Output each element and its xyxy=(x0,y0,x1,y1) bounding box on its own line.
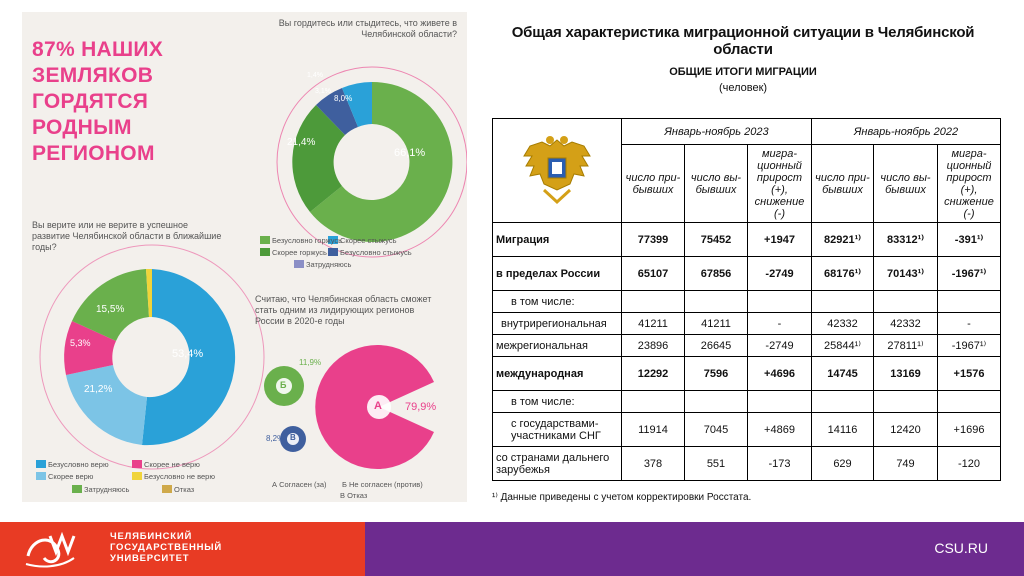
table-cell: +1696 xyxy=(938,413,1001,447)
row-label: с государствами-участниками СНГ xyxy=(493,413,622,447)
table-cell: -173 xyxy=(748,447,812,481)
table-cell xyxy=(748,391,812,413)
table-cell xyxy=(748,291,812,313)
table-cell: +4696 xyxy=(748,357,812,391)
table-cell: 7045 xyxy=(685,413,748,447)
table-cell: 749 xyxy=(874,447,938,481)
table-cell: 11914 xyxy=(622,413,685,447)
q1-legend-2: Скорее стыжусь xyxy=(340,236,397,245)
q1-value-rather-proud: 21,4% xyxy=(287,137,316,148)
q3-letter-b: Б xyxy=(280,380,287,390)
table-cell: 67856 xyxy=(685,257,748,291)
table-cell: 68176¹⁾ xyxy=(812,257,874,291)
q2-value-rather-not: 21,2% xyxy=(84,384,113,395)
row-label: в пределах России xyxy=(493,257,622,291)
row-label: в том числе: xyxy=(493,291,622,313)
question-leader: Считаю, что Челябинская область сможет стать одним из лидирующих регионов России в 2020-е годы xyxy=(255,294,432,326)
q3-legend-3: В Отказ xyxy=(340,491,368,500)
table-cell: 551 xyxy=(685,447,748,481)
table-subtitle: ОБЩИЕ ИТОГИ МИГРАЦИИ xyxy=(669,66,817,78)
q2-value-rather-believe: 15,5% xyxy=(96,304,125,315)
headline-line-1: 87% НАШИХ xyxy=(32,38,164,61)
table-row xyxy=(493,291,1001,313)
table-cell: 83312¹⁾ xyxy=(874,223,938,257)
q1-value-3: 3,1% xyxy=(315,88,331,95)
table-cell: 25844¹⁾ xyxy=(812,335,874,357)
table-row xyxy=(493,257,1001,291)
university-logo-icon xyxy=(22,528,82,572)
col-head-growth-2022: мигра-ционный прирост (+), снижение (-) xyxy=(938,145,1001,223)
rosstat-emblem-icon xyxy=(518,132,596,206)
table-row xyxy=(493,413,1001,447)
col-head-left-2023: число вы-бывших xyxy=(685,145,748,223)
table-row xyxy=(493,447,1001,481)
table-body xyxy=(493,223,1001,481)
table-cell xyxy=(622,291,685,313)
table-row xyxy=(493,313,1001,335)
col-head-growth-2023: мигра-ционный прирост (+), снижение (-) xyxy=(748,145,812,223)
table-cell: 27811¹⁾ xyxy=(874,335,938,357)
col-head-arrived-2022: число при-бывших xyxy=(812,145,874,223)
q3-value-b: 11,9% xyxy=(299,358,322,367)
table-cell: -2749 xyxy=(748,335,812,357)
q2-value-5: 5,3% xyxy=(70,338,91,348)
table-row xyxy=(493,391,1001,413)
question-pride: Вы гордитесь или стыдитесь, что живете в Челябинской области? xyxy=(278,18,457,39)
headline-line-2: ЗЕМЛЯКОВ xyxy=(32,64,154,87)
col-head-arrived-2023: число при-бывших xyxy=(622,145,685,223)
q2-legend-6: Отказ xyxy=(174,485,195,494)
table-cell: 23896 xyxy=(622,335,685,357)
table-cell: +4869 xyxy=(748,413,812,447)
table-cell: 70143¹⁾ xyxy=(874,257,938,291)
migration-table xyxy=(492,118,1001,481)
table-cell xyxy=(938,391,1001,413)
row-label: Миграция xyxy=(493,223,622,257)
table-cell: 42332 xyxy=(812,313,874,335)
donut-chart-pride xyxy=(277,67,467,257)
table-cell: -391¹⁾ xyxy=(938,223,1001,257)
table-cell xyxy=(874,391,938,413)
donut2-slice-rather-not xyxy=(66,365,147,445)
row-label: со странами дальнего зарубежья xyxy=(493,447,622,481)
table-cell: 82921¹⁾ xyxy=(812,223,874,257)
q1-legend-3: Скорее горжусь xyxy=(272,248,327,257)
col-head-left-2022: число вы-бывших xyxy=(874,145,938,223)
row-label: межрегиональная xyxy=(493,335,622,357)
table-row xyxy=(493,335,1001,357)
table-cell: 629 xyxy=(812,447,874,481)
q2-legend-5: Затрудняюсь xyxy=(84,485,130,494)
table-row xyxy=(493,223,1001,257)
university-name-line-3: УНИВЕРСИТЕТ xyxy=(110,553,190,564)
headline-line-3: ГОРДЯТСЯ xyxy=(32,90,149,113)
q1-value-1: 1,4% xyxy=(307,72,323,79)
table-cell: 77399 xyxy=(622,223,685,257)
table-cell: +1947 xyxy=(748,223,812,257)
table-cell: -1967¹⁾ xyxy=(938,335,1001,357)
table-cell xyxy=(874,291,938,313)
q3-legend-1: А Согласен (за) xyxy=(272,480,327,489)
q1-legend-4: Безусловно стыжусь xyxy=(340,248,412,257)
table-cell: -2749 xyxy=(748,257,812,291)
table-cell: 12420 xyxy=(874,413,938,447)
headline-line-4: РОДНЫМ xyxy=(32,116,132,139)
period-2022: Январь-ноябрь 2022 xyxy=(812,119,1001,145)
university-name-line-2: ГОСУДАРСТВЕННЫЙ xyxy=(110,542,223,553)
q3-letter-v: В xyxy=(290,433,296,442)
row-label: в том числе: xyxy=(493,391,622,413)
row-label: международная xyxy=(493,357,622,391)
row-label: внутрирегиональная xyxy=(493,313,622,335)
table-cell: 42332 xyxy=(874,313,938,335)
q1-legend-1: Безусловно горжусь xyxy=(272,236,343,245)
table-cell: - xyxy=(748,313,812,335)
q3-value-v: 8,2% xyxy=(266,434,285,443)
q3-legend-2: Б Не согласен (против) xyxy=(342,480,423,489)
emblem-cell xyxy=(493,119,622,223)
table-cell: +1576 xyxy=(938,357,1001,391)
table-cell xyxy=(622,391,685,413)
table-cell: 14116 xyxy=(812,413,874,447)
university-name-line-1: ЧЕЛЯБИНСКИЙ xyxy=(110,531,193,542)
table-cell xyxy=(812,391,874,413)
q3-letter-a: А xyxy=(374,400,382,412)
infographic-photo xyxy=(22,12,467,502)
table-cell: 65107 xyxy=(622,257,685,291)
q2-legend-3: Скорее верю xyxy=(48,472,94,481)
table-cell xyxy=(812,291,874,313)
site-link[interactable]: CSU.RU xyxy=(934,540,988,556)
donut-chart-belief xyxy=(40,245,264,469)
q1-legend-5: Затрудняюсь xyxy=(306,260,352,269)
table-footnote: ¹⁾ Данные приведены с учетом корректировки Росстата. xyxy=(492,492,752,503)
table-cell: 12292 xyxy=(622,357,685,391)
q2-value-believe: 53,4% xyxy=(172,348,204,360)
q2-legend-4: Безусловно не верю xyxy=(144,472,215,481)
q1-value-8: 8,0% xyxy=(334,94,353,103)
q1-value-proud: 66,1% xyxy=(394,147,426,159)
table-cell: - xyxy=(938,313,1001,335)
table-cell xyxy=(685,391,748,413)
q3-value-a: 79,9% xyxy=(405,401,437,413)
table-cell: 26645 xyxy=(685,335,748,357)
table-cell: 75452 xyxy=(685,223,748,257)
university-name xyxy=(110,531,222,564)
footer-band xyxy=(365,522,1024,576)
table-cell: 13169 xyxy=(874,357,938,391)
table-cell: -120 xyxy=(938,447,1001,481)
question-belief: Вы верите или не верите в успешное развитие Челябинской области в ближайшие годы? xyxy=(32,220,222,252)
headline-line-5: РЕГИОНОМ xyxy=(32,142,155,165)
table-cell xyxy=(685,291,748,313)
table-unit: (человек) xyxy=(718,82,768,94)
table-row xyxy=(493,357,1001,391)
table-cell: 7596 xyxy=(685,357,748,391)
slide-title: Общая характеристика миграционной ситуации в Челябинской области xyxy=(511,24,975,58)
period-2023: Январь-ноябрь 2023 xyxy=(622,119,812,145)
table-cell: 378 xyxy=(622,447,685,481)
table-cell xyxy=(938,291,1001,313)
q2-legend-2: Скорее не верю xyxy=(144,460,200,469)
table-cell: 41211 xyxy=(685,313,748,335)
table-cell: 14745 xyxy=(812,357,874,391)
q2-legend-1: Безусловно верю xyxy=(48,460,109,469)
table-cell: 41211 xyxy=(622,313,685,335)
table-cell: -1967¹⁾ xyxy=(938,257,1001,291)
